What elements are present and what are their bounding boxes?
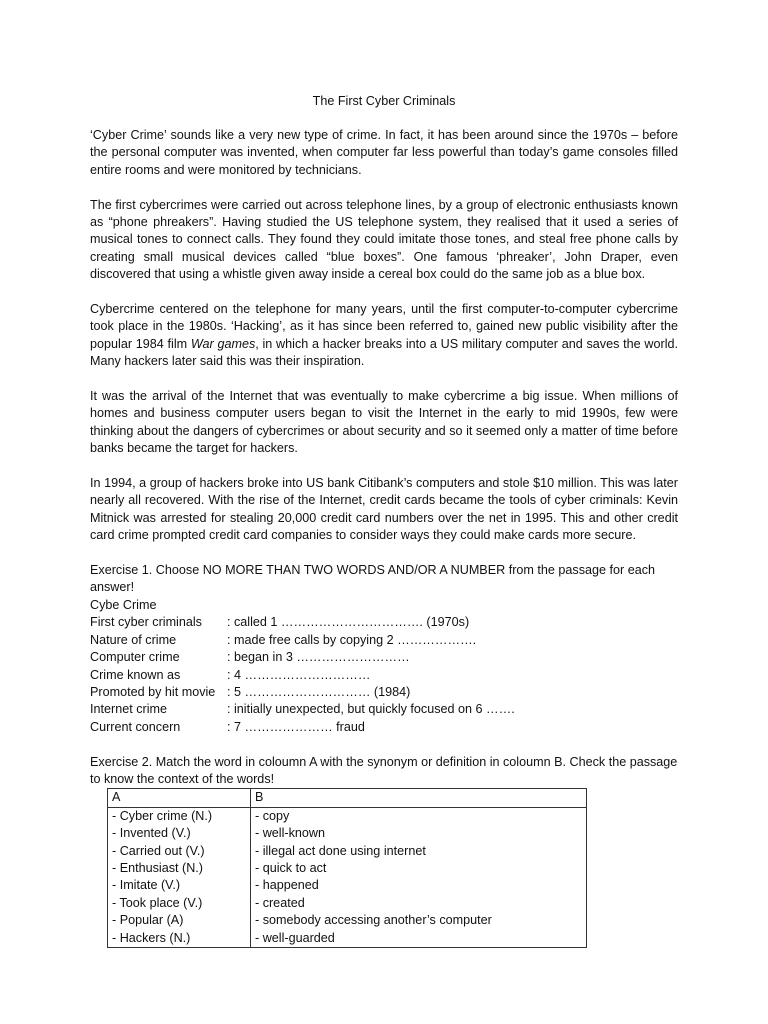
table-row [108, 860, 587, 877]
table-row [108, 877, 587, 894]
paragraph-2: The first cybercrimes were carried out across telephone lines, by a group of electronic enthusiasts known as “phone phreakers”. Having studied the US telephone system, they realised that it used a series of musical tones to connect calls. They found they could imitate those tones, and steal free phone calls by creating small musical devices called “blue boxes”. One famous ‘phreaker’, John Draper, even discovered that using a whistle given away inside a cereal box could do the same job as a blue box. [90, 197, 678, 282]
list-item-label: Current concern [90, 719, 181, 734]
list-item [90, 684, 678, 701]
paragraph-4: It was the arrival of the Internet that was eventually to make cybercrime a big issue. When millions of homes and business computer users began to visit the Internet in the early to mid 1990s, few were thinking about the dangers of cybercrimes or about security and so it seemed only a matter of time before banks became the target for hackers. [90, 389, 678, 456]
paragraph-1: ‘Cyber Crime’ sounds like a very new type of crime. In fact, it has been around since the 1970s – before the personal computer was invented, when computer far less powerful than today’s game consoles filled entire rooms and were monitored by technicians. [90, 128, 678, 177]
column-b-cell: - somebody accessing another’s computer [251, 912, 587, 929]
column-a-cell: - Imitate (V.) [108, 877, 251, 894]
list-item-label: Internet crime [90, 702, 167, 717]
paragraph-3-part-2: , in which a hacker breaks into a US military computer and saves the world. Many hackers later said this was their inspiration. [90, 336, 678, 369]
column-b-cell: - created [251, 895, 587, 912]
table-row [108, 807, 587, 825]
exercise-1-heading: Exercise 1. Choose NO MORE THAN TWO WORDS AND/OR A NUMBER from the passage for each answer! [90, 563, 656, 595]
paragraph-5: In 1994, a group of hackers broke into US bank Citibank’s computers and stole $10 million. This was later nearly all recovered. With the rise of the Internet, credit cards became the tools of cyber criminals: Kevin Mitnick was arrested for stealing 20,000 credit card numbers over the net in 1995. This and other credit card crime prompted credit card companies to consider ways they could make cards more secure. [90, 476, 678, 543]
column-b-cell: - copy [251, 807, 587, 825]
table-row [108, 912, 587, 929]
exercise-1-list [90, 614, 678, 736]
column-b-cell: - well-guarded [251, 930, 587, 948]
column-a-cell: - Popular (A) [108, 912, 251, 929]
list-item-label: Promoted by hit movie [90, 684, 216, 699]
table-header-row [108, 789, 587, 807]
list-item-value: : 5 ………………………… (1984) [227, 684, 411, 699]
passage [90, 127, 678, 948]
table-row [108, 930, 587, 948]
list-item-value: : made free calls by copying 2 ………………. [227, 632, 477, 647]
exercise-1-subheading: Cybe Crime [90, 597, 157, 612]
film-title: War games [190, 336, 256, 351]
column-a-cell: - Enthusiast (N.) [108, 860, 251, 877]
list-item [90, 719, 678, 736]
column-b-header: B [251, 789, 587, 807]
column-b-cell: - illegal act done using internet [251, 843, 587, 860]
list-item-label: Nature of crime [90, 632, 177, 647]
list-item [90, 667, 678, 684]
column-b-cell: - well-known [251, 825, 587, 842]
column-a-header: A [108, 789, 251, 807]
table-row [108, 825, 587, 842]
list-item-value: : began in 3 ……………………… [227, 650, 410, 665]
column-a-cell: - Took place (V.) [108, 895, 251, 912]
column-b-cell: - happened [251, 877, 587, 894]
list-item-value: : called 1 ……………………………. (1970s) [227, 615, 470, 630]
list-item [90, 614, 678, 631]
list-item-label: Computer crime [90, 650, 180, 665]
column-a-cell: - Invented (V.) [108, 825, 251, 842]
list-item-value: : 4 ………………………… [227, 667, 371, 682]
table-row [108, 895, 587, 912]
exercise-2 [90, 754, 678, 948]
list-item-value: : initially unexpected, but quickly focused on 6 ……. [227, 702, 515, 717]
list-item [90, 632, 678, 649]
paragraph-3-part-1: Cybercrime centered on the telephone for many years, until the first computer-to-computer cybercrime took place in the 1980s. ‘Hacking’, as it has since been referred to, gained new public visibility after the popular 1984 film [90, 302, 678, 351]
column-b-cell: - quick to act [251, 860, 587, 877]
column-a-cell: - Carried out (V.) [108, 843, 251, 860]
document-title: The First Cyber Criminals [312, 94, 456, 108]
list-item-label: Crime known as [90, 667, 181, 682]
table-row [108, 843, 587, 860]
column-a-cell: - Hackers (N.) [108, 930, 251, 948]
exercise-1 [90, 562, 678, 736]
exercise-2-heading: Exercise 2. Match the word in coloumn A with the synonym or definition in coloumn B. Check the passage to know the context of the words! [90, 754, 678, 786]
list-item [90, 701, 678, 718]
list-item [90, 649, 678, 666]
list-item-value: : 7 ………………… fraud [227, 719, 365, 734]
column-a-cell: - Cyber crime (N.) [108, 807, 251, 825]
matching-table [107, 788, 587, 948]
list-item-label: First cyber criminals [90, 615, 202, 630]
paragraph-3 [90, 301, 678, 371]
